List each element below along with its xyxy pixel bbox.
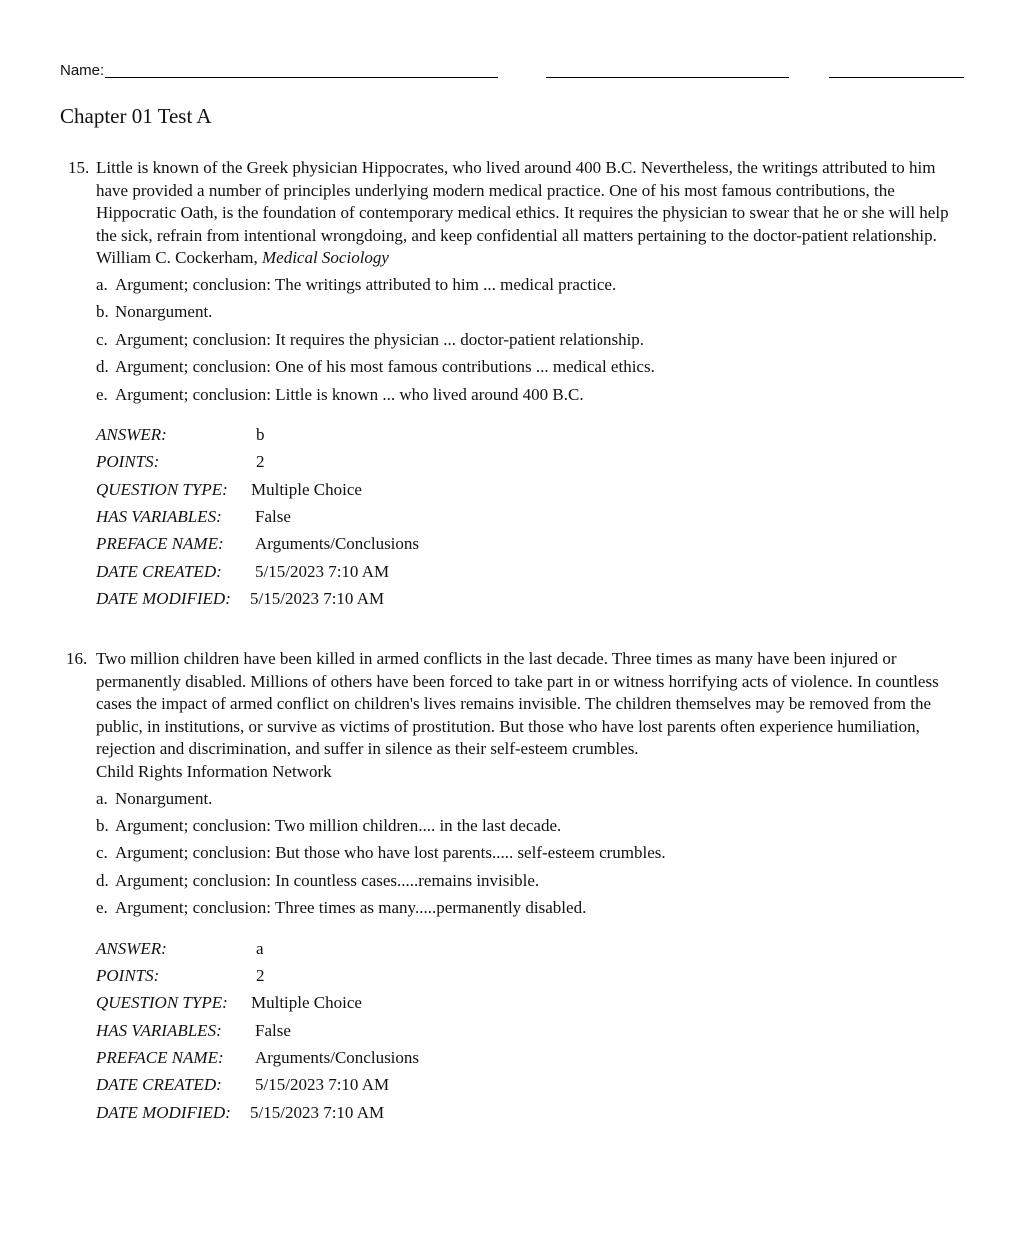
date-modified-value: 5/15/2023 7:10 AM	[250, 1102, 385, 1122]
question-stem	[60, 157, 960, 247]
option-letter: c.	[96, 843, 108, 863]
preface-name-value: Arguments/Conclusions	[255, 534, 420, 554]
question-type-value: Multiple Choice	[251, 479, 362, 499]
option-letter: c.	[96, 329, 108, 349]
option-e	[60, 894, 960, 921]
has-variables-value: False	[255, 1020, 291, 1040]
option-b	[60, 812, 960, 839]
answer-value: b	[256, 424, 265, 444]
points-value: 2	[256, 452, 265, 472]
option-text: Argument; conclusion: One of his most famous contributions ... medical ethics.	[115, 357, 655, 377]
source-author: William C. Cockerham,	[96, 248, 262, 268]
question-stem	[60, 648, 960, 761]
option-text: Nonargument.	[115, 788, 213, 808]
points-label: POINTS:	[96, 452, 160, 472]
date-created-value: 5/15/2023 7:10 AM	[255, 1075, 390, 1095]
question-number: 15.	[68, 158, 90, 177]
option-text: Argument; conclusion: The writings attributed to him ... medical practice.	[115, 274, 617, 294]
question-type-label: QUESTION TYPE:	[96, 479, 228, 499]
question-metadata	[60, 421, 960, 613]
option-letter: d.	[96, 870, 109, 890]
option-letter: b.	[96, 302, 109, 322]
question-type-label: QUESTION TYPE:	[96, 993, 228, 1013]
date-created-label: DATE CREATED:	[96, 1075, 222, 1095]
points-label: POINTS:	[96, 965, 160, 985]
option-letter: a.	[96, 788, 108, 808]
blank-line-2	[546, 77, 789, 78]
answer-label: ANSWER:	[96, 424, 167, 444]
option-c	[60, 326, 960, 353]
preface-name-row	[60, 1044, 960, 1071]
answer-row	[60, 935, 960, 962]
points-value: 2	[256, 965, 265, 985]
source-author: Child Rights Information Network	[96, 761, 332, 781]
date-created-label: DATE CREATED:	[96, 561, 222, 581]
option-c	[60, 839, 960, 866]
has-variables-row	[60, 503, 960, 530]
option-a	[60, 785, 960, 812]
answer-value: a	[256, 938, 264, 958]
chapter-title: Chapter 01 Test A	[60, 104, 212, 128]
option-a	[60, 271, 960, 298]
option-text: Argument; conclusion: Three times as many.....permanently disabled.	[115, 898, 587, 918]
answer-options	[60, 271, 960, 408]
points-row	[60, 448, 960, 475]
question-16	[60, 648, 960, 1126]
has-variables-label: HAS VARIABLES:	[96, 507, 222, 527]
date-modified-label: DATE MODIFIED:	[96, 1102, 231, 1122]
date-modified-row	[60, 585, 960, 612]
points-row	[60, 962, 960, 989]
answer-label: ANSWER:	[96, 938, 167, 958]
date-created-row	[60, 558, 960, 585]
date-modified-value: 5/15/2023 7:10 AM	[250, 589, 385, 609]
date-modified-row	[60, 1099, 960, 1126]
question-text: Two million children have been killed in armed conflicts in the last decade. Three times as many have been injured or permanently disabled. Millions of others have been forced to take part in or witness horrifying acts of violence. In countless cases the impact of armed conflict on children's lives remains invisible. The children themselves may be removed from the public, in institutions, or survive as victims of prostitution. But those who have lost parents often experience humiliation, rejection and discrimination, and suffer in silence as their self-esteem crumbles.	[96, 649, 939, 759]
option-text: Argument; conclusion: Little is known ... who lived around 400 B.C.	[115, 384, 584, 404]
date-created-value: 5/15/2023 7:10 AM	[255, 561, 390, 581]
option-d	[60, 867, 960, 894]
option-letter: e.	[96, 384, 108, 404]
option-e	[60, 381, 960, 408]
option-text: Argument; conclusion: But those who have lost parents..... self-esteem crumbles.	[115, 843, 666, 863]
option-letter: b.	[96, 815, 109, 835]
preface-name-value: Arguments/Conclusions	[255, 1048, 420, 1068]
preface-name-row	[60, 530, 960, 557]
question-type-value: Multiple Choice	[251, 993, 362, 1013]
answer-row	[60, 421, 960, 448]
answer-options	[60, 785, 960, 922]
preface-name-label: PREFACE NAME:	[96, 534, 224, 554]
source-title: Medical Sociology	[261, 248, 389, 268]
option-text: Argument; conclusion: Two million children.... in the last decade.	[115, 815, 562, 835]
has-variables-row	[60, 1017, 960, 1044]
date-modified-label: DATE MODIFIED:	[96, 589, 231, 609]
question-type-row	[60, 476, 960, 503]
name-label: Name:	[60, 62, 105, 79]
question-15	[60, 157, 960, 613]
blank-line-3	[829, 77, 964, 78]
name-blank-line	[105, 77, 498, 78]
option-text: Argument; conclusion: It requires the physician ... doctor-patient relationship.	[115, 329, 645, 349]
name-header	[60, 62, 965, 82]
has-variables-label: HAS VARIABLES:	[96, 1020, 222, 1040]
has-variables-value: False	[255, 507, 291, 527]
preface-name-label: PREFACE NAME:	[96, 1048, 224, 1068]
option-text: Argument; conclusion: In countless cases.....remains invisible.	[115, 870, 540, 890]
option-letter: a.	[96, 274, 108, 294]
question-source	[60, 247, 960, 270]
question-type-row	[60, 989, 960, 1016]
question-source	[60, 761, 960, 784]
option-letter: d.	[96, 357, 109, 377]
option-d	[60, 353, 960, 380]
question-number: 16.	[66, 649, 88, 668]
option-letter: e.	[96, 898, 108, 918]
option-b	[60, 298, 960, 325]
question-text: Little is known of the Greek physician Hippocrates, who lived around 400 B.C. Nevertheless, the writings attributed to him have provided a number of principles underlying modern medical practice. One of his most famous contributions, the Hippocratic Oath, is the foundation of contemporary medical ethics. It requires the physician to swear that he or she will help the sick, refrain from intentional wrongdoing, and keep confidential all matters pertaining to the doctor-patient relationship.	[96, 158, 949, 245]
date-created-row	[60, 1071, 960, 1098]
option-text: Nonargument.	[115, 302, 213, 322]
question-metadata	[60, 935, 960, 1127]
